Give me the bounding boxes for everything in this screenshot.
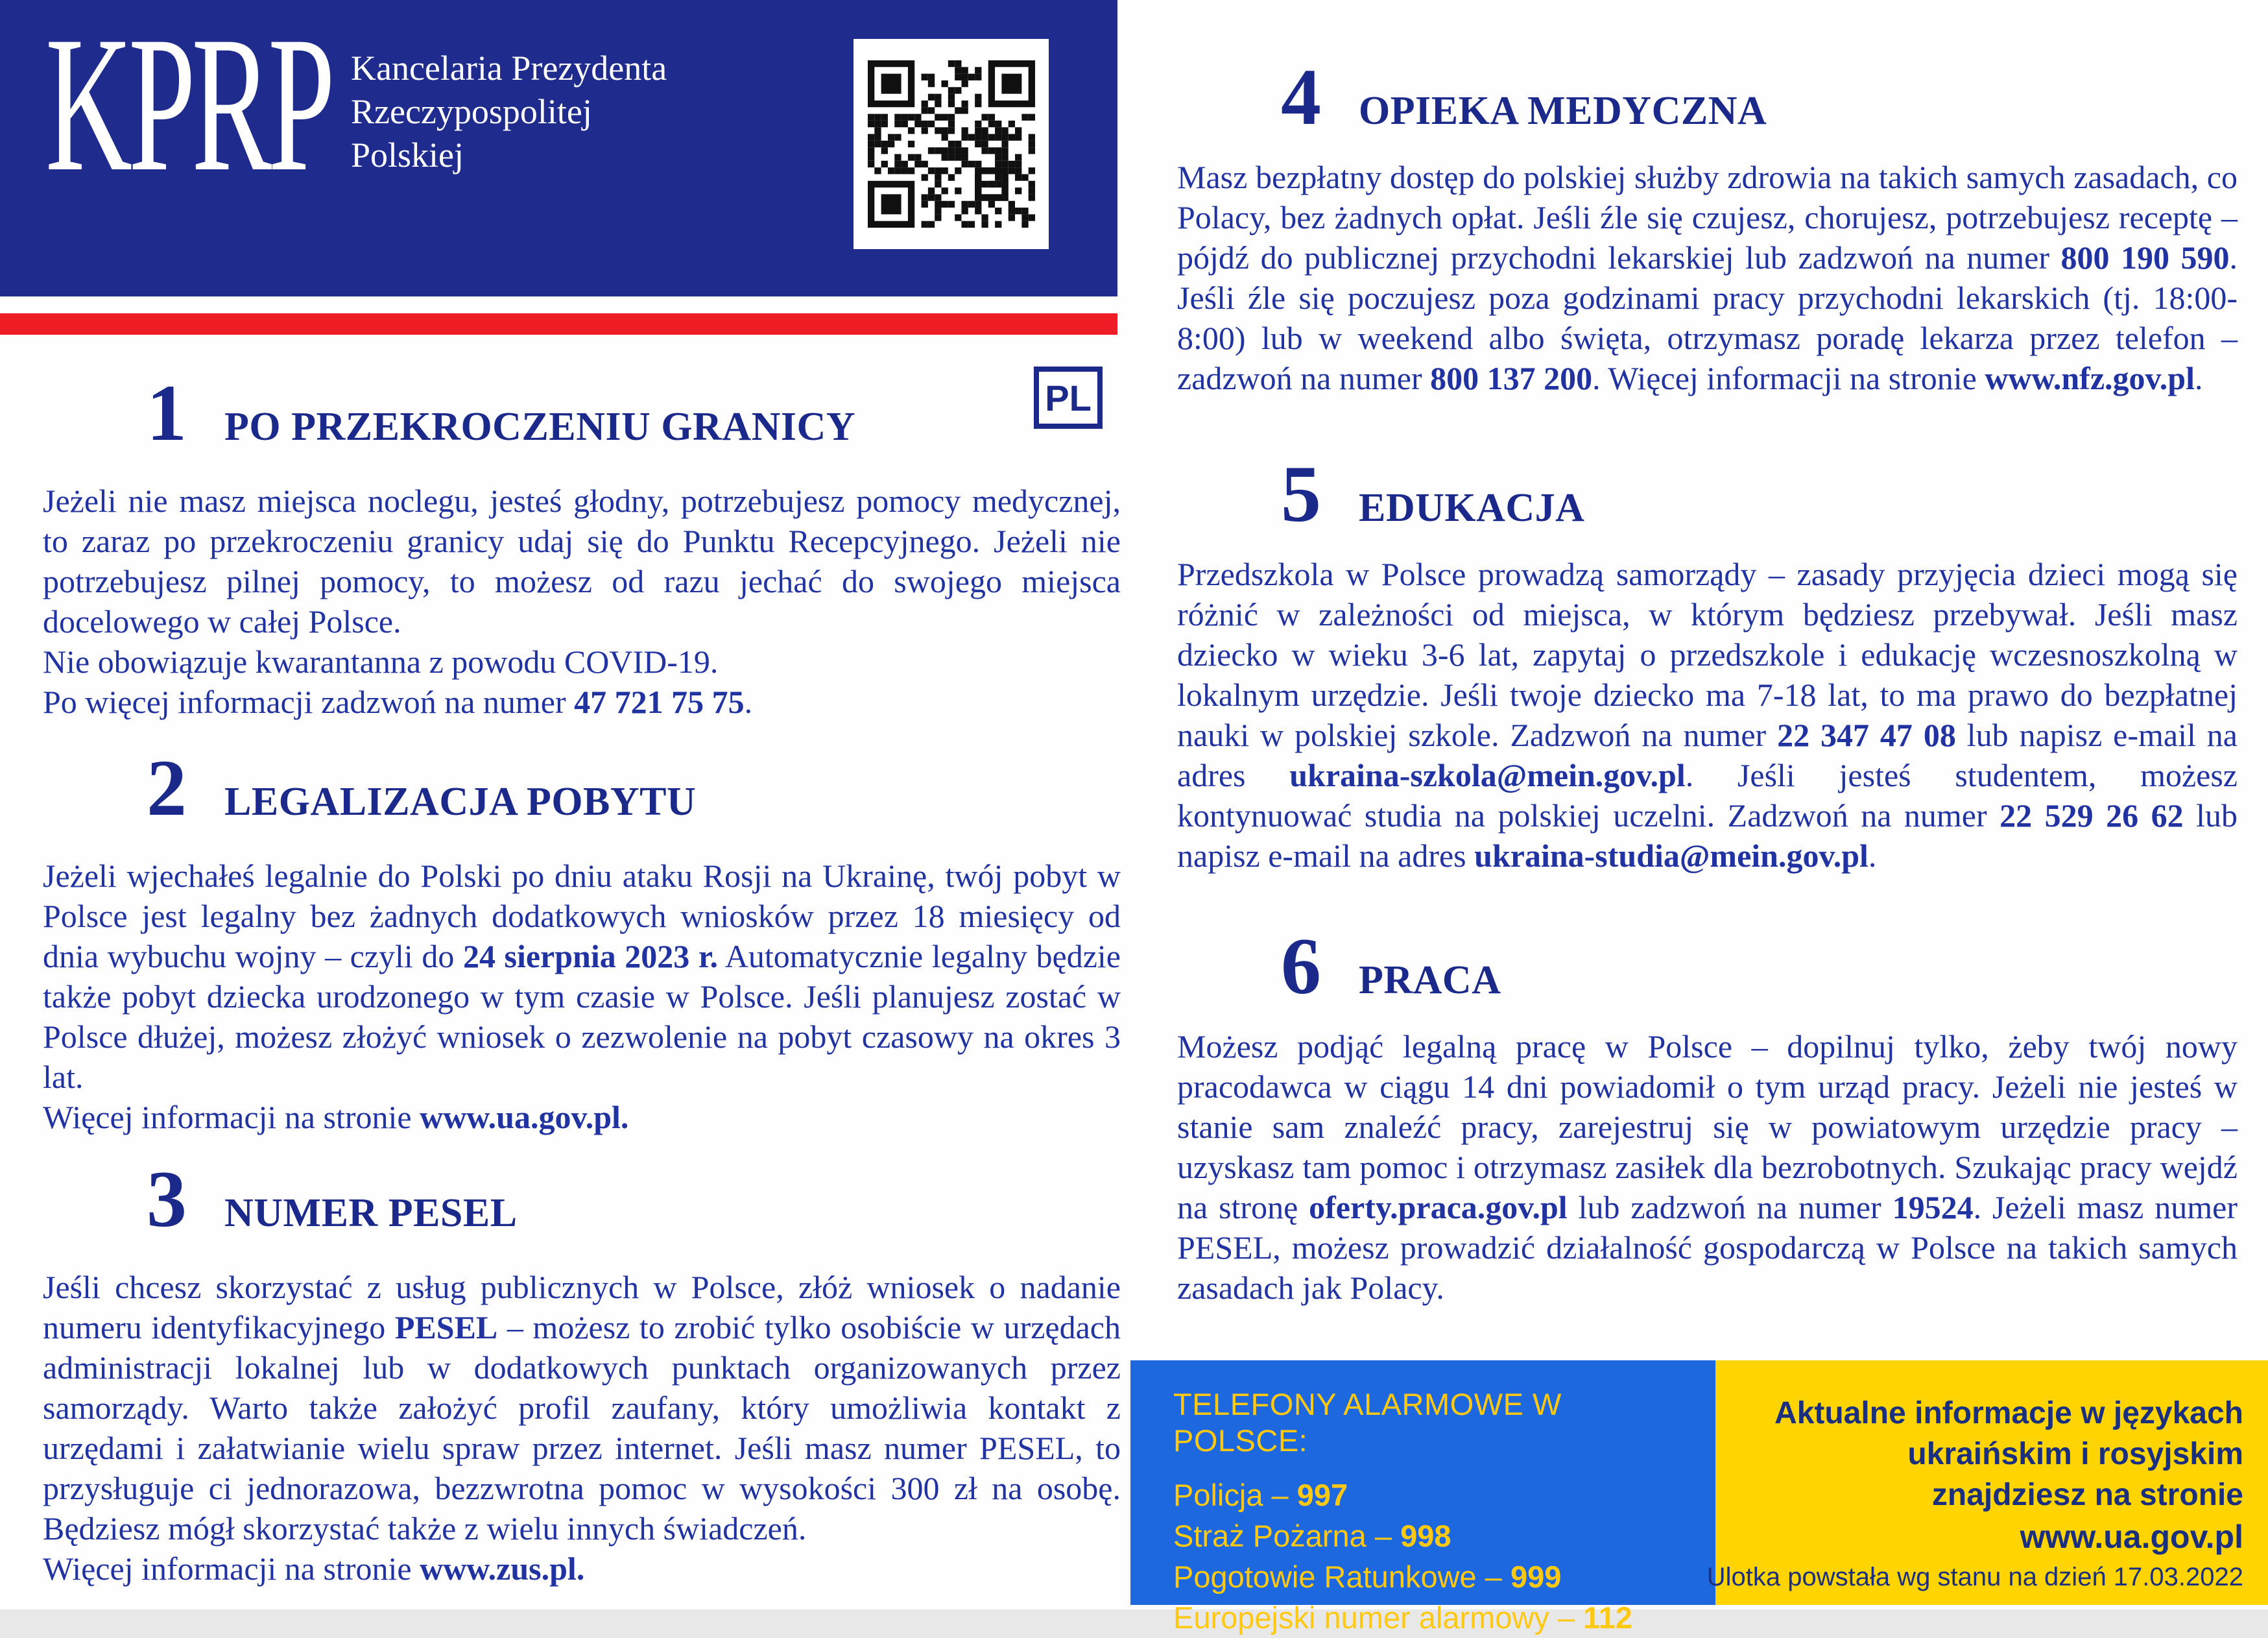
- emergency-item-numer-112: Europejski numer alarmowy – 112: [1173, 1600, 1632, 1635]
- section-title: OPIEKA MEDYCZNA: [1359, 89, 1767, 133]
- section-heading: [1177, 53, 2238, 141]
- section-body: Jeżeli wjechałeś legalnie do Polski po dniu ataku Rosji na Ukrainę, twój pobyt w Polsce jest legalny bez żadnych dodatkowych wniosków przez 18 miesięcy od dnia wybuchu wojny – czyli do 24 sierpnia 2023 r. Automatycznie legalny będzie także pobyt dziecka urodzonego w tym czasie w Polsce. Jeśli planujesz zostać w Polsce dłużej, możesz złożyć wniosek o zezwolenie na pobyt czasowy na okres 3 lat. Więcej informacji na stronie www.ua.gov.pl.: [43, 858, 1121, 1135]
- kprp-logo: KPRP: [45, 0, 331, 211]
- language-badge: PL: [1034, 367, 1103, 429]
- section-number: 2: [147, 743, 187, 832]
- dash: –: [1374, 1519, 1392, 1553]
- section-heading: [43, 743, 1121, 832]
- header: [0, 0, 1117, 296]
- emergency-item-straz-pozarna: Straż Pożarna – 998: [1173, 1519, 1451, 1553]
- emergency-number: 998: [1400, 1519, 1451, 1553]
- section-heading: [43, 368, 1121, 457]
- emergency-number: 997: [1296, 1478, 1348, 1512]
- section-title: EDUKACJA: [1359, 486, 1585, 530]
- section-body: Przedszkola w Polsce prowadzą samorządy – zasady przyjęcia dzieci mogą się różnić w zależności od miejsca, w którym będziesz przebywał. Jeśli masz dziecko w wieku 3-6 lat, zapytaj o przedszkole i edukację wczesnoszkolną w lokalnym urzędzie. Jeśli twoje dziecko ma 7-18 lat, to ma prawo do bezpłatnej nauki w polskiej szkole. Zadzwoń na numer 22 347 47 08 lub napisz e-mail na adres ukraina-szkola@mein.gov.pl. Jeśli jesteś studentem, możesz kontynuować studia na polskiej uczelni. Zadzwoń na numer 22 529 26 62 lub napisz e-mail na adres ukraina-studia@mein.gov.pl.: [1177, 556, 2238, 874]
- emergency-number: 112: [1583, 1600, 1632, 1635]
- info-line: Aktualne informacje w językach: [1774, 1396, 2243, 1430]
- section-praca: [1177, 922, 2238, 1308]
- emergency-numbers-box: [1130, 1360, 1715, 1635]
- section-body: Możesz podjąć legalną pracę w Polsce – dopilnuj tylko, żeby twój nowy pracodawca w ciągu 14 dni powiadomił o tym urząd pracy. Jeżeli nie jesteś w stanie sam znaleźć pracy, zarejestruj się w powiatowym urzędzie pracy – uzyskasz tam pomoc i otrzymasz zasiłek dla bezrobotnych. Szukając pracy wejdź na stronę oferty.praca.gov.pl lub zadzwoń na numer 19524. Jeżeli masz numer PESEL, możesz prowadzić działalność gospodarczą w Polsce na takich samych zasadach jak Polacy.: [1177, 1028, 2238, 1306]
- info-box: [1706, 1360, 2268, 1605]
- flag-stripe-red: [0, 313, 1117, 335]
- section-title: LEGALIZACJA POBYTU: [224, 780, 697, 824]
- emergency-list: [1173, 1475, 1696, 1638]
- section-heading: [1177, 922, 2238, 1011]
- dash: –: [1485, 1560, 1502, 1594]
- qr-code: [853, 39, 1049, 249]
- section-heading: [43, 1155, 1121, 1244]
- emergency-item-pogotowie: Pogotowie Ratunkowe – 999: [1173, 1560, 1562, 1594]
- dash: –: [1557, 1600, 1575, 1635]
- section-number: 5: [1281, 450, 1321, 538]
- section-title: PRACA: [1359, 958, 1501, 1002]
- section-number: 6: [1281, 922, 1321, 1011]
- dash: –: [1271, 1478, 1289, 1512]
- emergency-item-policja: Policja – 997: [1173, 1478, 1348, 1512]
- emergency-number: 999: [1510, 1560, 1562, 1594]
- info-footnote: Ulotka powstała wg stanu na dzień 17.03.2022: [1706, 1563, 2243, 1591]
- section-opieka-medyczna: [1177, 53, 2238, 398]
- org-line: Rzeczypospolitej: [351, 92, 592, 131]
- section-numer-pesel: [43, 1155, 1121, 1589]
- org-name: [351, 47, 667, 177]
- section-edukacja: [1177, 450, 2238, 876]
- emergency-heading: TELEFONY ALARMOWE W POLSCE:: [1173, 1387, 1562, 1458]
- section-number: 4: [1281, 53, 1321, 141]
- info-line: ukraińskim i rosyjskim: [1907, 1437, 2243, 1471]
- section-number: 1: [147, 368, 187, 457]
- info-url: www.ua.gov.pl: [2020, 1519, 2243, 1555]
- section-title: NUMER PESEL: [224, 1191, 518, 1235]
- info-line: znajdziesz na stronie: [1931, 1478, 2243, 1512]
- section-heading: [1177, 450, 2238, 538]
- section-number: 3: [147, 1155, 187, 1244]
- section-body: Jeśli chcesz skorzystać z usług publicznych w Polsce, złóż wniosek o nadanie numeru identyfikacyjnego PESEL – możesz to zrobić tylko osobiście w urzędach administracji lokalnej lub w dodatkowych punktach organizowanych przez samorządy. Warto także założyć profil zaufany, który umożliwia kontakt z urzędami i załatwianie wielu spraw przez internet. Jeśli masz numer PESEL, to przysługuje ci jednorazowa, bezzwrotna pomoc w wysokości 300 zł na osobę. Będziesz mógł skorzystać także z wielu innych świadczeń. Więcej informacji na stronie www.zus.pl.: [43, 1269, 1121, 1587]
- org-line: Kancelaria Prezydenta: [351, 49, 667, 88]
- org-line: Polskiej: [351, 136, 464, 175]
- section-body: Jeżeli nie masz miejsca noclegu, jesteś głodny, potrzebujesz pomocy medycznej, to zaraz po przekroczeniu granicy udaj się do Punktu Recepcyjnego. Jeżeli nie potrzebujesz pilnej pomocy, to możesz od razu jechać do swojego miejsca docelowego w całej Polsce. Nie obowiązuje kwarantanna z powodu COVID-19. Po więcej informacji zadzwoń na numer 47 721 75 75.: [43, 483, 1121, 720]
- section-po-przekroczeniu-granicy: [43, 368, 1121, 722]
- section-legalizacja-pobytu: [43, 743, 1121, 1137]
- section-body: Masz bezpłatny dostęp do polskiej służby zdrowia na takich samych zasadach, co Polacy, bez żadnych opłat. Jeśli źle się czujesz, chorujesz, potrzebujesz receptę – pójdź do publicznej przychodni lekarskiej lub zadzwoń na numer 800 190 590. Jeśli źle się poczujesz poza godzinami pracy przychodni lekarskich (tj. 18:00-8:00) lub w weekend albo święta, otrzymasz poradę lekarza przez telefon – zadzwoń na numer 800 137 200. Więcej informacji na stronie www.nfz.gov.pl.: [1177, 159, 2238, 396]
- section-title: PO PRZEKROCZENIU GRANICY: [224, 405, 856, 449]
